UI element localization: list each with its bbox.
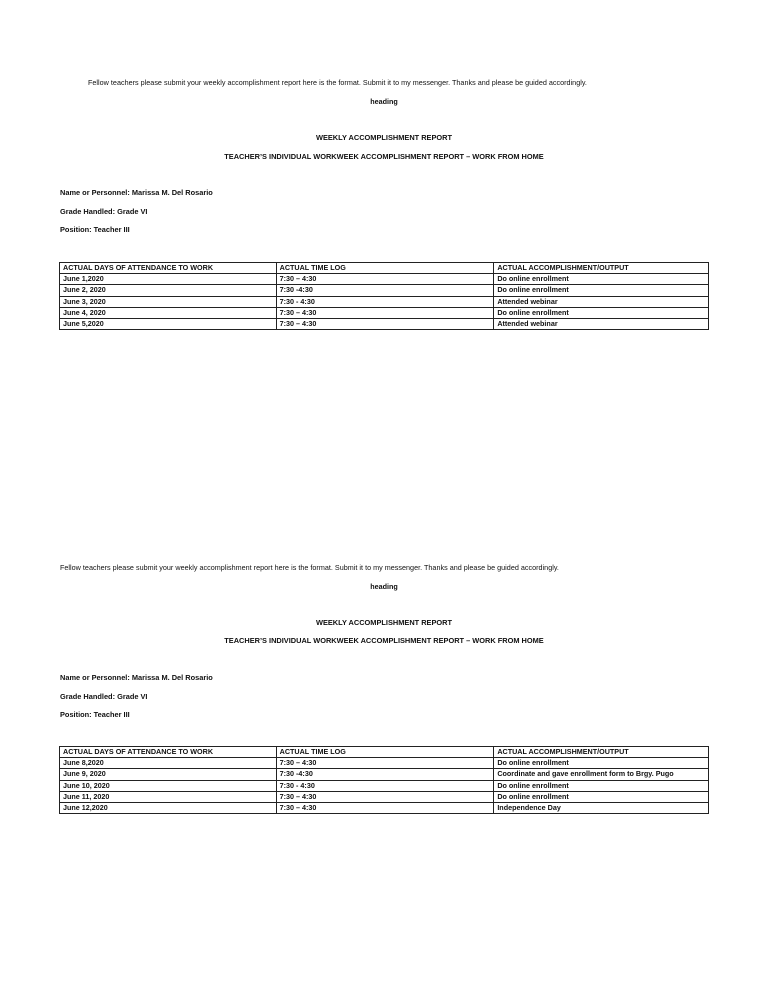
cell-time: 7:30 -4:30 <box>276 285 494 296</box>
cell-time: 7:30 - 4:30 <box>276 780 494 791</box>
cell-date: June 4, 2020 <box>60 307 277 318</box>
report-title: WEEKLY ACCOMPLISHMENT REPORT <box>315 618 453 627</box>
table-row <box>60 296 709 307</box>
heading-label: heading <box>370 582 398 591</box>
column-header-accomplishment: ACTUAL ACCOMPLISHMENT/OUTPUT <box>494 747 709 758</box>
cell-time: 7:30 -4:30 <box>276 769 494 780</box>
table-row <box>60 780 709 791</box>
attendance-table <box>59 746 709 814</box>
cell-time: 7:30 – 4:30 <box>276 274 494 285</box>
cell-date: June 8,2020 <box>60 758 277 769</box>
table-row <box>60 802 709 813</box>
table-row <box>60 274 709 285</box>
position: Position: Teacher III <box>60 225 130 234</box>
attendance-table <box>59 262 709 330</box>
cell-time: 7:30 - 4:30 <box>276 296 494 307</box>
table-row <box>60 758 709 769</box>
grade-handled: Grade Handled: Grade VI <box>60 207 148 216</box>
cell-date: June 5,2020 <box>60 318 277 329</box>
table-row <box>60 769 709 780</box>
heading-label: heading <box>370 97 398 106</box>
cell-output: Do online enrollment <box>494 791 709 802</box>
cell-date: June 11, 2020 <box>60 791 277 802</box>
cell-date: June 12,2020 <box>60 802 277 813</box>
column-header-time-log: ACTUAL TIME LOG <box>276 747 494 758</box>
grade-handled: Grade Handled: Grade VI <box>60 692 148 701</box>
column-header-days: ACTUAL DAYS OF ATTENDANCE TO WORK <box>60 263 277 274</box>
cell-output: Attended webinar <box>494 296 709 307</box>
cell-output: Do online enrollment <box>494 758 709 769</box>
cell-date: June 10, 2020 <box>60 780 277 791</box>
cell-time: 7:30 – 4:30 <box>276 318 494 329</box>
column-header-accomplishment: ACTUAL ACCOMPLISHMENT/OUTPUT <box>494 263 709 274</box>
report-subtitle: TEACHER’S INDIVIDUAL WORKWEEK ACCOMPLISHMENT REPORT – WORK FROM HOME <box>224 152 544 161</box>
cell-time: 7:30 – 4:30 <box>276 758 494 769</box>
table-row <box>60 318 709 329</box>
personnel-name: Name or Personnel: Marissa M. Del Rosario <box>60 188 213 197</box>
cell-output: Do online enrollment <box>494 307 709 318</box>
cell-output: Independence Day <box>494 802 709 813</box>
cell-date: June 2, 2020 <box>60 285 277 296</box>
report-title: WEEKLY ACCOMPLISHMENT REPORT <box>315 133 453 142</box>
cell-date: June 1,2020 <box>60 274 277 285</box>
table-row <box>60 791 709 802</box>
cell-date: June 9, 2020 <box>60 769 277 780</box>
table-row <box>60 307 709 318</box>
table-header-row <box>60 263 709 274</box>
report-subtitle: TEACHER’S INDIVIDUAL WORKWEEK ACCOMPLISHMENT REPORT – WORK FROM HOME <box>224 636 544 645</box>
cell-output: Do online enrollment <box>494 780 709 791</box>
cell-output: Do online enrollment <box>494 285 709 296</box>
cell-output: Attended webinar <box>494 318 709 329</box>
cell-date: June 3, 2020 <box>60 296 277 307</box>
cell-output: Coordinate and gave enrollment form to Brgy. Pugo <box>494 769 709 780</box>
table-row <box>60 285 709 296</box>
personnel-name: Name or Personnel: Marissa M. Del Rosario <box>60 673 213 682</box>
column-header-time-log: ACTUAL TIME LOG <box>276 263 494 274</box>
cell-time: 7:30 – 4:30 <box>276 791 494 802</box>
position: Position: Teacher III <box>60 710 130 719</box>
intro-text: Fellow teachers please submit your weekly accomplishment report here is the format. Submit it to my messenger. Thanks and please be guided accordingly. <box>88 78 587 87</box>
column-header-days: ACTUAL DAYS OF ATTENDANCE TO WORK <box>60 747 277 758</box>
table-header-row <box>60 747 709 758</box>
cell-output: Do online enrollment <box>494 274 709 285</box>
cell-time: 7:30 – 4:30 <box>276 307 494 318</box>
cell-time: 7:30 – 4:30 <box>276 802 494 813</box>
intro-text: Fellow teachers please submit your weekly accomplishment report here is the format. Submit it to my messenger. Thanks and please be guided accordingly. <box>60 563 559 572</box>
